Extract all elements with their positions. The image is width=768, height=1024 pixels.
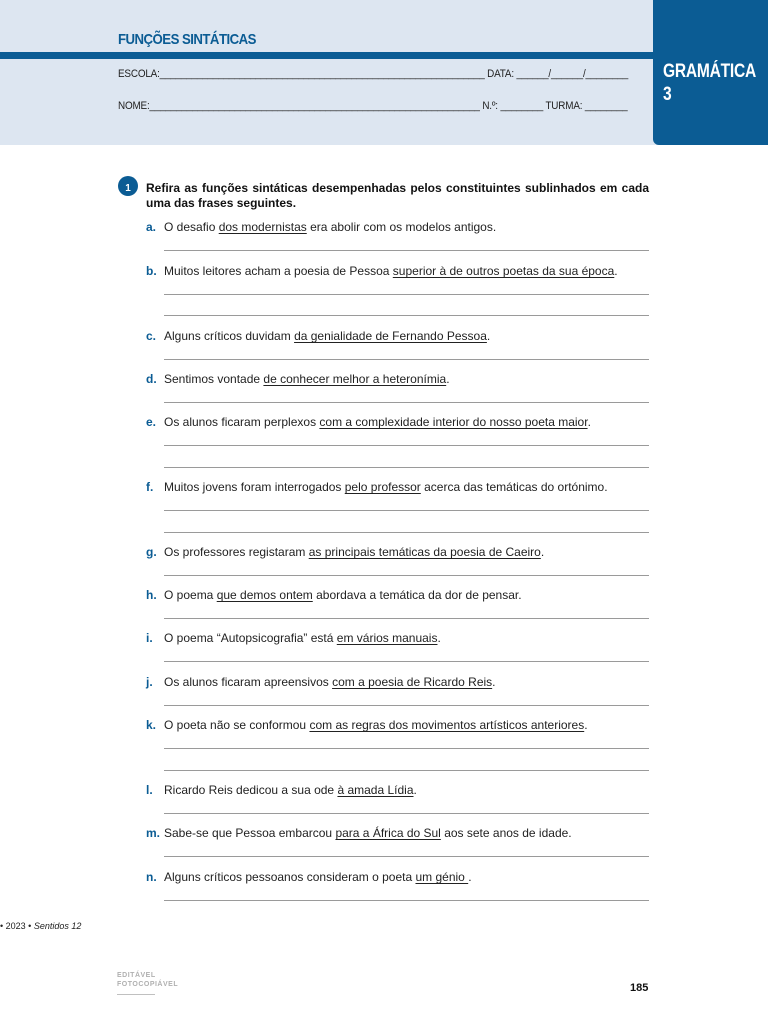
answer-line[interactable] <box>164 813 649 814</box>
footer-credit <box>0 921 81 931</box>
item-letter: b. <box>146 264 157 278</box>
answer-line[interactable] <box>164 359 649 360</box>
logo-text-fotocopiavel: FOTOCOPIÁVEL <box>117 981 179 988</box>
item-letter: f. <box>146 480 154 494</box>
answer-line[interactable] <box>164 315 649 316</box>
item-letter: h. <box>146 588 157 602</box>
underlined-constituent: de conhecer melhor a heteronímia <box>263 372 447 386</box>
item-letter: c. <box>146 329 157 343</box>
underlined-constituent: com as regras dos movimentos artísticos anteriores <box>309 718 585 732</box>
item-sentence <box>164 545 649 559</box>
page-number: 185 <box>630 982 649 994</box>
item-sentence <box>164 480 649 494</box>
item-letter: a. <box>146 220 157 234</box>
question-prompt: Refira as funções sintáticas desempenhadas pelos constituintes sublinhados em cada uma das frases seguintes. <box>146 181 649 210</box>
item-letter: g. <box>146 545 157 559</box>
sentence-text-end: . <box>584 718 588 732</box>
sentence-text: Os alunos ficaram perplexos <box>164 415 320 429</box>
section-tab-name: GRAMÁTICA <box>663 61 756 82</box>
underlined-constituent: pelo professor <box>344 480 421 494</box>
answer-line[interactable] <box>164 575 649 576</box>
item-letter: n. <box>146 870 157 884</box>
answer-line[interactable] <box>164 445 649 446</box>
item-sentence <box>164 718 649 732</box>
section-tab-label <box>663 60 756 106</box>
sentence-text-end: . <box>587 415 591 429</box>
underlined-constituent: para a África do Sul <box>335 826 441 840</box>
sentence-text-end: . <box>492 675 496 689</box>
sentence-text-end: . <box>413 783 417 797</box>
answer-line[interactable] <box>164 402 649 403</box>
answer-line[interactable] <box>164 661 649 662</box>
underlined-constituent: à amada Lídia <box>337 783 414 797</box>
item-sentence <box>164 588 649 602</box>
item-sentence <box>164 783 649 797</box>
item-sentence <box>164 372 649 386</box>
sentence-text: Ricardo Reis dedicou a sua ode <box>164 783 338 797</box>
section-tab-number: 3 <box>663 84 672 105</box>
underlined-constituent: as principais temáticas da poesia de Caeiro <box>308 545 541 559</box>
item-letter: i. <box>146 631 153 645</box>
item-letter: e. <box>146 415 157 429</box>
sentence-text: Os alunos ficaram apreensivos <box>164 675 333 689</box>
page-title: FUNÇÕES SINTÁTICAS <box>118 31 256 48</box>
answer-line[interactable] <box>164 770 649 771</box>
sentence-text-end: abordava a temática da dor de pensar. <box>312 588 522 602</box>
sentence-text-end: . <box>614 264 618 278</box>
sentence-text: Muitos jovens foram interrogados <box>164 480 345 494</box>
item-sentence <box>164 329 649 343</box>
sentence-text-end: acerca das temáticas do ortónimo. <box>420 480 608 494</box>
sentence-text-end: aos sete anos de idade. <box>440 826 572 840</box>
answer-line[interactable] <box>164 705 649 706</box>
sentence-text-end: . <box>540 545 545 559</box>
sentence-text: O poeta não se conformou <box>164 718 310 732</box>
sentence-text: O poema <box>164 588 217 602</box>
sentence-text-end: . <box>468 870 472 884</box>
logo-text-editavel: EDITÁVEL <box>117 972 156 979</box>
sentence-text: Muitos leitores acham a poesia de Pessoa <box>164 264 393 278</box>
header-rule <box>0 52 660 59</box>
sentence-text: Sabe-se que Pessoa embarcou <box>164 826 336 840</box>
item-sentence <box>164 826 649 840</box>
underlined-constituent: com a poesia de Ricardo Reis <box>332 675 493 689</box>
answer-line[interactable] <box>164 900 649 901</box>
escola-data-line: ESCOLA:_____________________________________________________________ DATA: ______/______/________ <box>118 68 629 80</box>
sentence-text-end: . <box>486 329 491 343</box>
sentence-text: O poema “Autopsicografia” está <box>164 631 337 645</box>
answer-line[interactable] <box>164 748 649 749</box>
answer-line[interactable] <box>164 250 649 251</box>
footer-credit-prefix: • 2023 • <box>0 921 34 931</box>
underlined-constituent: um génio <box>415 870 469 884</box>
item-letter: l. <box>146 783 153 797</box>
item-sentence <box>164 675 649 689</box>
underlined-constituent: que demos ontem <box>216 588 313 602</box>
item-letter: j. <box>146 675 153 689</box>
underlined-constituent: com a complexidade interior do nosso poeta maior <box>319 415 588 429</box>
item-letter: d. <box>146 372 157 386</box>
answer-line[interactable] <box>164 856 649 857</box>
answer-line[interactable] <box>164 532 649 533</box>
sentence-text-end: . <box>437 631 441 645</box>
answer-line[interactable] <box>164 618 649 619</box>
underlined-constituent: da genialidade de Fernando Pessoa <box>294 329 487 343</box>
item-letter: m. <box>146 826 161 840</box>
answer-line[interactable] <box>164 467 649 468</box>
footer-book-title: Sentidos 12 <box>33 921 82 931</box>
item-sentence <box>164 631 649 645</box>
section-tab <box>653 0 768 145</box>
item-sentence <box>164 870 649 884</box>
answer-line[interactable] <box>164 294 649 295</box>
sentence-text: Sentimos vontade <box>164 372 264 386</box>
underlined-constituent: superior à de outros poetas da sua época <box>392 264 615 278</box>
sentence-text: Os professores registaram <box>164 545 309 559</box>
item-sentence <box>164 264 649 278</box>
nome-numero-turma-line: NOME:______________________________________________________________ N.º: ________ TURMA: ________ <box>118 100 628 112</box>
sentence-text: Alguns críticos pessoanos consideram o poeta <box>164 870 416 884</box>
sentence-text: O desafio <box>164 220 219 234</box>
sentence-text-end: era abolir com os modelos antigos. <box>306 220 497 234</box>
item-sentence <box>164 415 649 429</box>
question-number-badge: 1 <box>118 176 138 196</box>
item-letter: k. <box>146 718 157 732</box>
underlined-constituent: dos modernistas <box>218 220 307 234</box>
underlined-constituent: em vários manuais <box>336 631 438 645</box>
editable-photocopiable-logo <box>117 971 179 995</box>
sentence-text: Alguns críticos duvidam <box>164 329 295 343</box>
answer-line[interactable] <box>164 510 649 511</box>
item-sentence <box>164 220 649 234</box>
sentence-text-end: . <box>446 372 450 386</box>
